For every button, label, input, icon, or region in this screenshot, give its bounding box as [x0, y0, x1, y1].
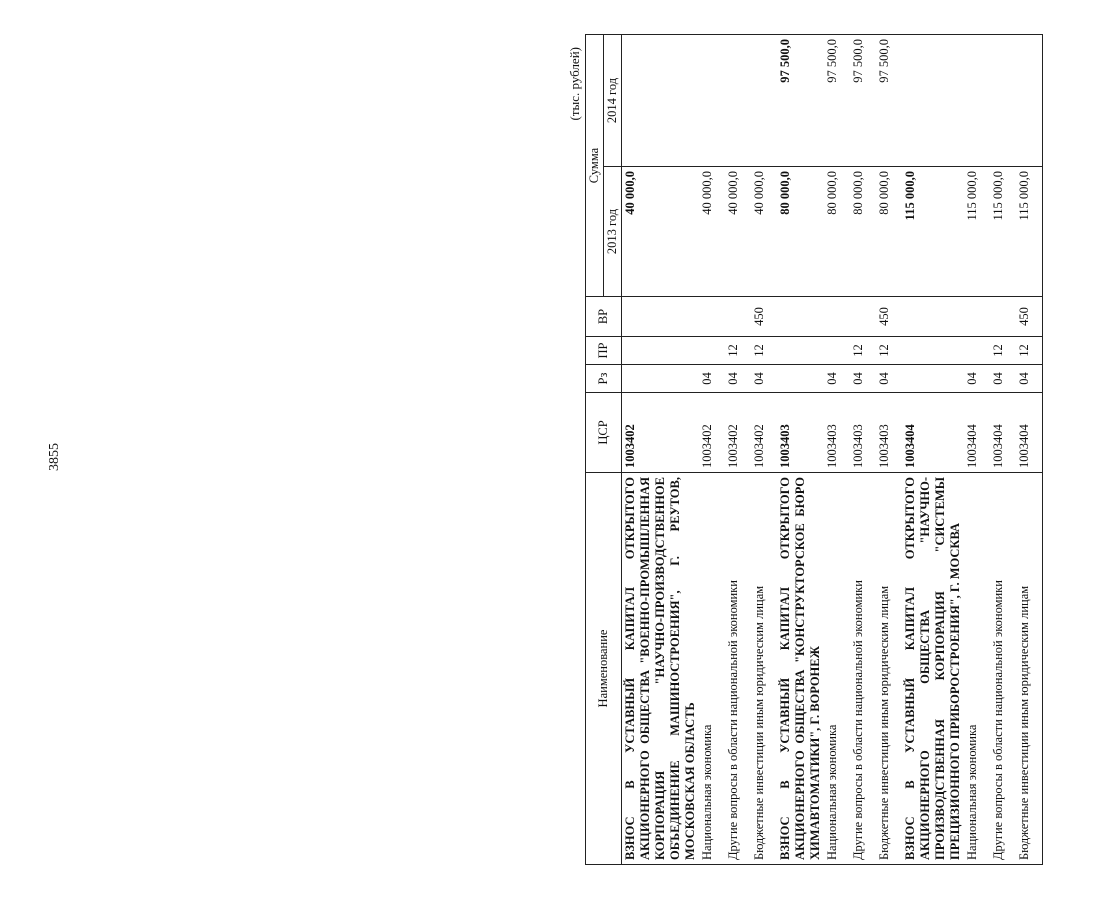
- row-vr: [777, 297, 824, 337]
- row-rz: 04: [850, 365, 876, 393]
- row-sum-2013: 80 000,0: [850, 167, 876, 297]
- table-row: [699, 35, 725, 865]
- landscape-content: [565, 35, 1120, 865]
- row-vr: [850, 297, 876, 337]
- row-name: Другие вопросы в области национальной экономики: [990, 473, 1016, 865]
- row-vr: [725, 297, 751, 337]
- row-pr: [622, 337, 700, 365]
- row-sum-2013: 40 000,0: [751, 167, 777, 297]
- table-row: [990, 35, 1016, 865]
- table-row: [902, 35, 964, 865]
- row-name: Бюджетные инвестиции иным юридическим лицам: [876, 473, 902, 865]
- row-sum-2013: 80 000,0: [777, 167, 824, 297]
- row-name: Другие вопросы в области национальной экономики: [725, 473, 751, 865]
- row-csr: 1003404: [1016, 393, 1043, 473]
- row-name: ВЗНОС В УСТАВНЫЙ КАПИТАЛ ОТКРЫТОГО АКЦИОНЕРНОГО ОБЩЕСТВА "КОНСТРУКТОРСКОЕ БЮРО ХИМАВТОМАТИКИ", Г. ВОРОНЕЖ: [777, 473, 824, 865]
- table-row: [850, 35, 876, 865]
- row-pr: [777, 337, 824, 365]
- row-vr: 450: [1016, 297, 1043, 337]
- row-sum-2014: [751, 35, 777, 167]
- row-sum-2013: 80 000,0: [876, 167, 902, 297]
- budget-table: [585, 34, 1043, 865]
- row-name: Национальная экономика: [824, 473, 850, 865]
- row-rz: [622, 365, 700, 393]
- table-row: [725, 35, 751, 865]
- row-pr: 12: [876, 337, 902, 365]
- row-vr: [964, 297, 990, 337]
- row-sum-2014: 97 500,0: [777, 35, 824, 167]
- row-rz: 04: [824, 365, 850, 393]
- row-sum-2013: 115 000,0: [964, 167, 990, 297]
- row-name: Национальная экономика: [964, 473, 990, 865]
- row-rz: 04: [1016, 365, 1043, 393]
- header-2013: 2013 год: [604, 167, 622, 297]
- header-2014: 2014 год: [604, 35, 622, 167]
- row-rz: 04: [725, 365, 751, 393]
- row-csr: 1003403: [876, 393, 902, 473]
- table-row: [824, 35, 850, 865]
- row-sum-2013: 115 000,0: [990, 167, 1016, 297]
- page-number: 3855: [47, 443, 62, 471]
- header-rz: Рз: [586, 365, 622, 393]
- row-name: Бюджетные инвестиции иным юридическим лицам: [751, 473, 777, 865]
- header-csr: ЦСР: [586, 393, 622, 473]
- row-sum-2013: 40 000,0: [699, 167, 725, 297]
- row-name: ВЗНОС В УСТАВНЫЙ КАПИТАЛ ОТКРЫТОГО АКЦИОНЕРНОГО ОБЩЕСТВА "НАУЧНО-ПРОИЗВОДСТВЕННАЯ КОРПОРАЦИЯ "СИСТЕМЫ ПРЕЦИЗИОННОГО ПРИБОРОСТРОЕНИЯ", Г. МОСКВА: [902, 473, 964, 865]
- row-sum-2013: 40 000,0: [622, 167, 700, 297]
- row-rz: 04: [990, 365, 1016, 393]
- row-name: Национальная экономика: [699, 473, 725, 865]
- header-vr: ВР: [586, 297, 622, 337]
- row-rz: [777, 365, 824, 393]
- row-name: Бюджетные инвестиции иным юридическим лицам: [1016, 473, 1043, 865]
- row-pr: 12: [990, 337, 1016, 365]
- row-csr: 1003403: [850, 393, 876, 473]
- row-sum-2014: 97 500,0: [876, 35, 902, 167]
- table-row: [964, 35, 990, 865]
- table-row: [1016, 35, 1043, 865]
- table-body: [622, 35, 1043, 865]
- table-row: [876, 35, 902, 865]
- row-sum-2013: 115 000,0: [1016, 167, 1043, 297]
- row-vr: [699, 297, 725, 337]
- row-pr: [699, 337, 725, 365]
- row-pr: 12: [725, 337, 751, 365]
- table-row: [751, 35, 777, 865]
- row-rz: 04: [699, 365, 725, 393]
- row-vr: [902, 297, 964, 337]
- row-pr: 12: [751, 337, 777, 365]
- table-row: [622, 35, 700, 865]
- row-sum-2014: 97 500,0: [824, 35, 850, 167]
- row-csr: 1003402: [622, 393, 700, 473]
- units-label: (тыс. рублей): [567, 47, 582, 121]
- row-sum-2014: [902, 35, 964, 167]
- row-name: Другие вопросы в области национальной экономики: [850, 473, 876, 865]
- row-sum-2014: [622, 35, 700, 167]
- row-csr: 1003403: [824, 393, 850, 473]
- row-sum-2014: [699, 35, 725, 167]
- row-rz: 04: [751, 365, 777, 393]
- row-sum-2014: [990, 35, 1016, 167]
- header-sum: Сумма: [586, 35, 604, 297]
- row-sum-2013: 80 000,0: [824, 167, 850, 297]
- row-sum-2014: [1016, 35, 1043, 167]
- table-header: [586, 35, 622, 865]
- header-pr: ПР: [586, 337, 622, 365]
- row-vr: [824, 297, 850, 337]
- row-sum-2014: [725, 35, 751, 167]
- table-row: [777, 35, 824, 865]
- row-sum-2014: 97 500,0: [850, 35, 876, 167]
- row-pr: [902, 337, 964, 365]
- row-sum-2013: 115 000,0: [902, 167, 964, 297]
- row-sum-2013: 40 000,0: [725, 167, 751, 297]
- row-csr: 1003402: [725, 393, 751, 473]
- row-pr: [824, 337, 850, 365]
- row-csr: 1003402: [699, 393, 725, 473]
- row-csr: 1003404: [964, 393, 990, 473]
- row-vr: [990, 297, 1016, 337]
- row-pr: [964, 337, 990, 365]
- row-pr: 12: [1016, 337, 1043, 365]
- row-csr: 1003404: [990, 393, 1016, 473]
- row-vr: 450: [876, 297, 902, 337]
- row-csr: 1003402: [751, 393, 777, 473]
- row-sum-2014: [964, 35, 990, 167]
- row-csr: 1003404: [902, 393, 964, 473]
- row-name: ВЗНОС В УСТАВНЫЙ КАПИТАЛ ОТКРЫТОГО АКЦИОНЕРНОГО ОБЩЕСТВА "ВОЕННО-ПРОМЫШЛЕННАЯ КОРПОРАЦИЯ "НАУЧНО-ПРОИЗВОДСТВЕННОЕ ОБЪЕДИНЕНИЕ МАШИНОСТРОЕНИЯ", Г. РЕУТОВ, МОСКОВСКАЯ ОБЛАСТЬ: [622, 473, 700, 865]
- row-vr: 450: [751, 297, 777, 337]
- row-rz: 04: [964, 365, 990, 393]
- row-csr: 1003403: [777, 393, 824, 473]
- row-pr: 12: [850, 337, 876, 365]
- row-vr: [622, 297, 700, 337]
- row-rz: [902, 365, 964, 393]
- row-rz: 04: [876, 365, 902, 393]
- header-name: Наименование: [586, 473, 622, 865]
